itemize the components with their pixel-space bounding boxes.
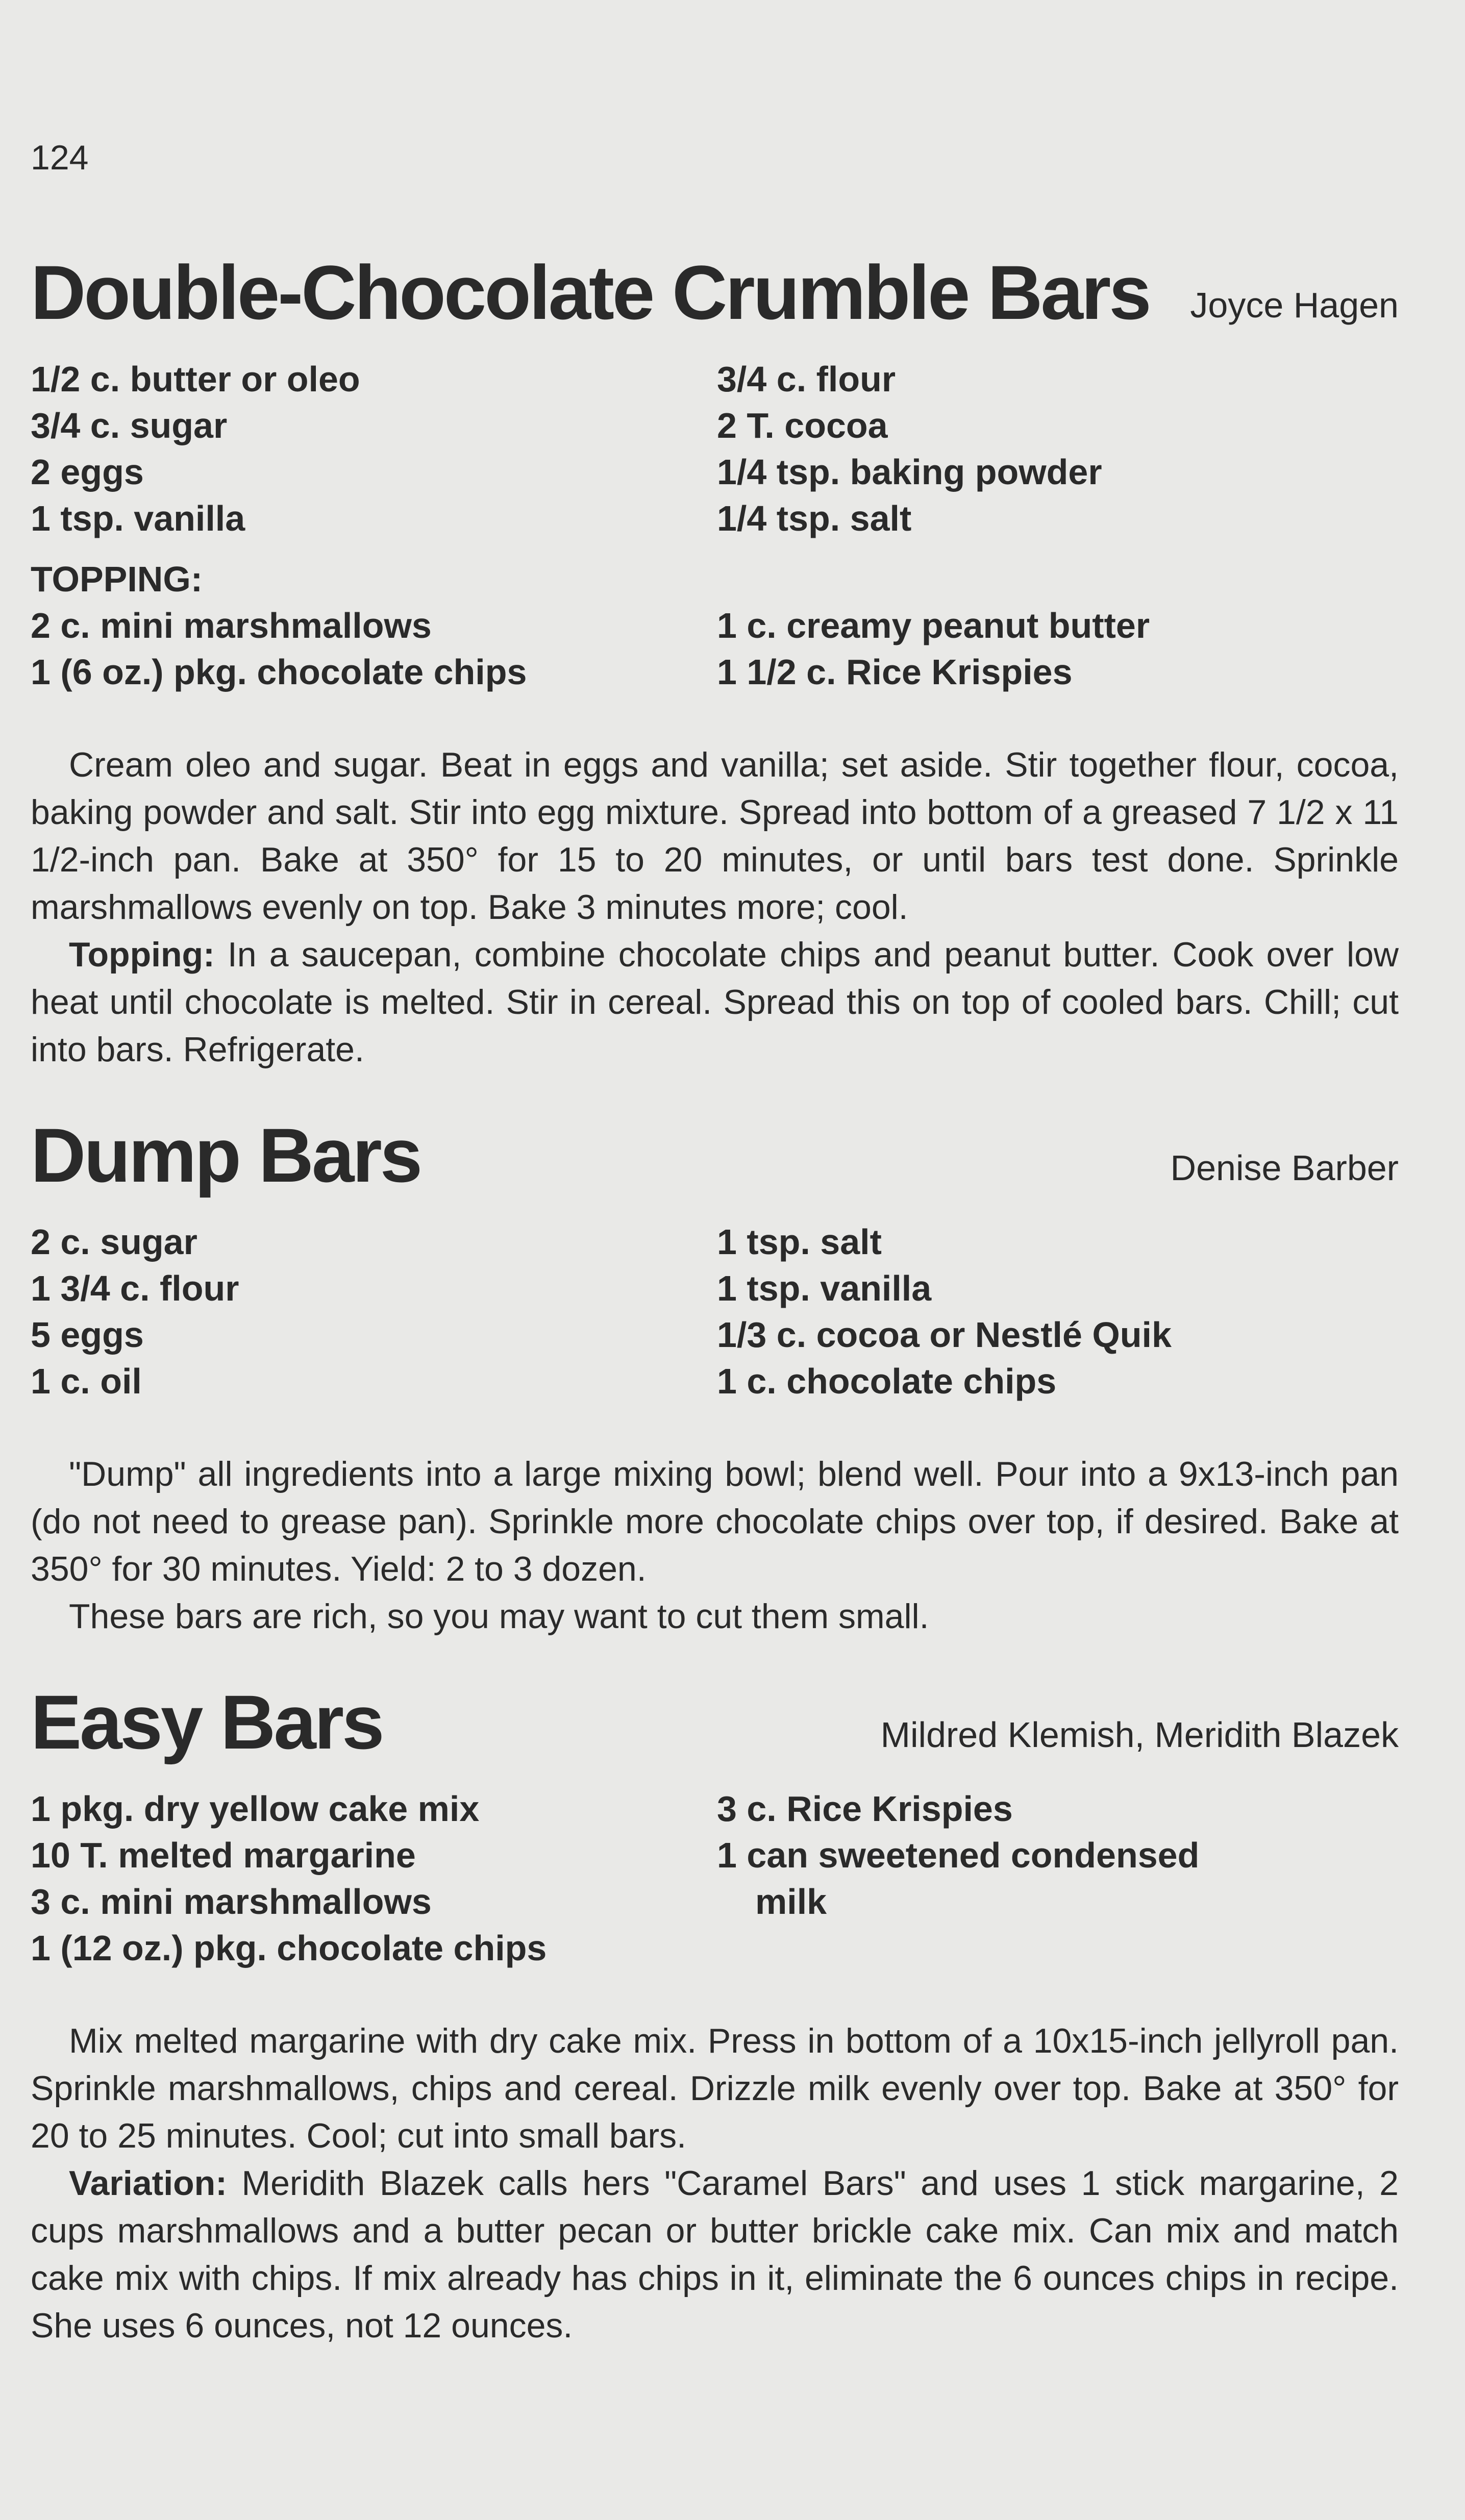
ingredient-list <box>31 356 1399 542</box>
recipe-easy-bars <box>31 1679 1399 2350</box>
ingredient: 1 can sweetened condensed <box>717 1835 1200 1875</box>
ingredient: 2 T. cocoa <box>717 406 888 445</box>
ingredient: 1 (12 oz.) pkg. chocolate chips <box>31 1928 547 1968</box>
recipe-dump-bars <box>31 1112 1399 1640</box>
ingredient: 2 c. sugar <box>31 1222 197 1262</box>
ingredient: 1 tsp. vanilla <box>717 1268 932 1308</box>
ingredient: 2 c. mini marshmallows <box>31 606 432 645</box>
ingredient-list <box>31 1786 1399 1972</box>
recipe-directions <box>31 741 1399 1074</box>
ingredient: 1 tsp. vanilla <box>31 498 245 538</box>
ingredient: 1 3/4 c. flour <box>31 1268 239 1308</box>
directions-label: Topping: <box>69 935 215 974</box>
recipe-title: Easy Bars <box>31 1679 383 1765</box>
directions-paragraph <box>31 1593 1399 1640</box>
directions-text: "Dump" all ingredients into a large mixing bowl; blend well. Pour into a 9x13-inch pan (do not need to grease pan). Sprinkle more chocolate chips over top, if desired. Bake at 350° for 30 minutes. Yield: 2 to 3 dozen. <box>31 1455 1399 1588</box>
directions-paragraph <box>31 1451 1399 1593</box>
ingredient: 1 1/2 c. Rice Krispies <box>717 652 1073 692</box>
directions-text: These bars are rich, so you may want to cut them small. <box>69 1597 929 1636</box>
recipe-directions <box>31 1451 1399 1640</box>
topping-section <box>31 556 1399 695</box>
recipe-header <box>31 249 1399 335</box>
topping-heading: TOPPING: <box>31 559 203 599</box>
recipe-header <box>31 1679 1399 1765</box>
directions-paragraph <box>31 931 1399 1074</box>
directions-paragraph <box>31 2017 1399 2160</box>
recipe-double-chocolate-crumble-bars <box>31 249 1399 1074</box>
directions-text: Mix melted margarine with dry cake mix. Press in bottom of a 10x15-inch jellyroll pan. Sprinkle marshmallows, chips and cereal. Drizzle milk evenly over top. Bake at 350° for 20 to 25 minutes. Cool; cut into small bars. <box>31 2022 1399 2155</box>
recipe-contributor: Mildred Klemish, Meridith Blazek <box>880 1715 1399 1755</box>
ingredient: 1 c. oil <box>31 1361 142 1401</box>
ingredient: 1 pkg. dry yellow cake mix <box>31 1789 480 1829</box>
recipe-contributor: Joyce Hagen <box>1190 285 1399 325</box>
recipe-title: Dump Bars <box>31 1112 421 1198</box>
ingredient-list <box>31 1219 1399 1405</box>
ingredient: 3 c. Rice Krispies <box>717 1789 1013 1829</box>
ingredient: 10 T. melted margarine <box>31 1835 416 1875</box>
directions-paragraph <box>31 2160 1399 2350</box>
ingredient: 5 eggs <box>31 1315 144 1355</box>
ingredient: 1 c. chocolate chips <box>717 1361 1057 1401</box>
directions-text: Cream oleo and sugar. Beat in eggs and vanilla; set aside. Stir together flour, cocoa, baking powder and salt. Stir into egg mixture. Spread into bottom of a greased 7 1/2 x 11 1/2-inch pan. Bake at 350° for 15 to 20 minutes, or until bars test done. Sprinkle marshmallows evenly on top. Bake 3 minutes more; cool. <box>31 745 1399 927</box>
directions-text: Meridith Blazek calls hers "Caramel Bars" and uses 1 stick margarine, 2 cups marshmallows and a butter pecan or butter brickle cake mix. Can mix and match cake mix with chips. If mix already has chips in it, eliminate the 6 ounces chips in recipe. She uses 6 ounces, not 12 ounces. <box>31 2164 1399 2345</box>
directions-paragraph <box>31 741 1399 931</box>
recipe-header <box>31 1112 1399 1198</box>
ingredient: milk <box>755 1882 827 1922</box>
ingredient: 1/4 tsp. salt <box>717 498 912 538</box>
ingredient: 1/3 c. cocoa or Nestlé Quik <box>717 1315 1172 1355</box>
ingredient: 1 c. creamy peanut butter <box>717 606 1150 645</box>
directions-text: In a saucepan, combine chocolate chips and peanut butter. Cook over low heat until chocolate is melted. Stir in cereal. Spread this on top of cooled bars. Chill; cut into bars. Refrigerate. <box>31 935 1399 1069</box>
page-number: 124 <box>31 138 89 177</box>
recipe-directions <box>31 2017 1399 2350</box>
ingredient: 1/4 tsp. baking powder <box>717 452 1102 492</box>
recipe-contributor: Denise Barber <box>1170 1148 1399 1188</box>
ingredient-empty <box>717 1925 1399 1972</box>
topping-ingredient-list <box>31 603 1399 695</box>
ingredient: 1 (6 oz.) pkg. chocolate chips <box>31 652 527 692</box>
directions-label: Variation: <box>69 2164 227 2203</box>
ingredient: 3/4 c. sugar <box>31 406 228 445</box>
ingredient: 1/2 c. butter or oleo <box>31 359 360 399</box>
ingredient: 1 tsp. salt <box>717 1222 882 1262</box>
recipe-title: Double-Chocolate Crumble Bars <box>31 249 1150 335</box>
ingredient: 3 c. mini marshmallows <box>31 1882 432 1922</box>
ingredient: 3/4 c. flour <box>717 359 896 399</box>
ingredient: 2 eggs <box>31 452 144 492</box>
